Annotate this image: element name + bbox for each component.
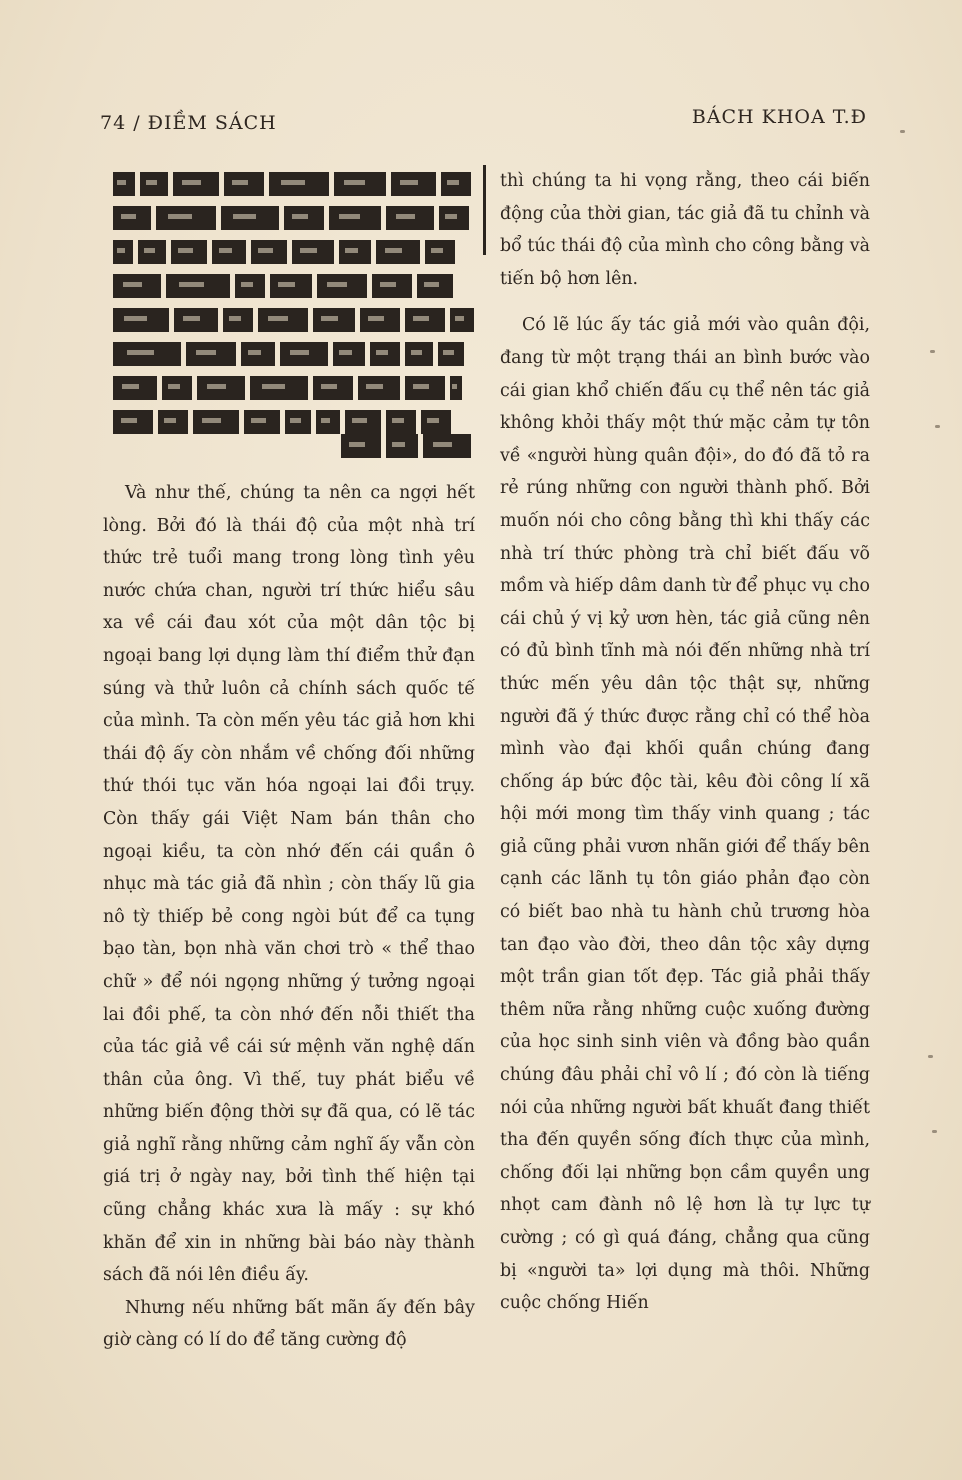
censored-row (113, 206, 469, 230)
censored-row (341, 434, 471, 458)
paragraph: Nhưng nếu những bất mãn ấy đến bây giờ càng có lí do để tăng cường độ (103, 1297, 475, 1351)
paper-speck (932, 1130, 937, 1133)
censored-row (113, 308, 474, 332)
censored-row (113, 240, 455, 264)
censored-row (113, 274, 453, 298)
column-rule (483, 165, 486, 255)
paragraph: Có lẽ lúc ấy tác giả mới vào quân đội, đang từ một trạng thái an bình bước vào cái gian khổ chiến đấu cụ thể nên tác giả không khỏi thấy một thứ mặc cảm tự tôn về «người hùng quân đội», do đó đã tỏ ra rẻ rúng những con người thành phố. Bởi muốn nói cho công bằng thì khi thấy các nhà trí thức phòng trà chỉ biết đấu võ mồm và hiếp dâm danh từ để phục vụ cho cái chủ ý vị kỷ ươn hèn, tác giả cũng nên có đủ bình tĩnh mà nói đến những nhà trí thức mến yêu dân tộc thật sự, những người đã ý thức được rằng chỉ có thể hòa mình vào đại khối quần chúng đang chống áp bức độc tài, kêu đòi công lí xã hội mới mong tìm thấy vinh quang ; tác giả cũng phải vươn nhãn giới để thấy bên cạnh các lãnh tụ tôn giáo phản đạo còn có biết bao nhà tu hành chủ trương hòa tan đạo vào đời, theo dân tộc xây dựng một trần gian tốt đẹp. Tác giả phải thấy thêm nữa rằng những cuộc xuống đường của học sinh sinh viên và đồng bào quần chúng đâu phải chỉ vô lí ; đó còn là tiếng nói của những người bất khuất đang thiết tha đến quyền sống đích thực của mình, chống đối lại những bọn cầm quyền ung nhọt cam đành nô lệ hơn là tự lực tự cường ; có gì quá đáng, chẳng qua cũng bị «người ta» lợi dụng mà thôi. Những cuộc chống Hiến (500, 315, 870, 1314)
left-column (103, 477, 475, 1357)
right-column (500, 165, 870, 1320)
paragraph: Và như thế, chúng ta nên ca ngợi hết lòng. Bởi đó là thái độ của một nhà trí thức trẻ tuổi mang trong lòng tình yêu nước chứa chan, người trí thức hiểu sâu xa về cái đau xót của một dân tộc bị ngoại bang lợi dụng làm thí điểm thử đạn súng và thử luôn cả chính sách quốc tế của mình. Ta còn mến yêu tác giả hơn khi thái độ ấy còn nhắm về chống đối những thứ thói tục văn hóa ngoại lai đồi trụy. Còn thấy gái Việt Nam bán thân cho ngoại kiều, ta còn nhớ đến cái quần ô nhục mà tác giả đã nhìn ; còn thấy lũ gia nô tỳ thiếp bẻ cong ngòi bút để ca tụng bạo tàn, bọn nhà văn chơi trò « thể thao chữ » để nói ngọng những ý tưởng ngoại lai đồi phế, ta còn nhớ đến nỗi thiết tha của tác giả về cái sứ mệnh văn nghệ dấn thân của ông. Vì thế, tuy phát biểu về những biến động thời sự đã qua, có lẽ tác giả nghĩ rằng những cảm nghĩ ấy vẫn còn giá trị ở ngày nay, bởi tình thế hiện tại cũng chẳng khác xưa là mấy : sự khó khăn để xin in những bài báo này thành sách đã nói lên điều ấy. (103, 483, 475, 1286)
censored-row (113, 342, 464, 366)
paragraph: thì chúng ta hi vọng rằng, theo cái biến động của thời gian, tác giả đã tu chỉnh và bổ túc thái độ của mình cho công bằng và tiến bộ hơn lên. (500, 171, 870, 289)
censored-row (113, 172, 471, 196)
running-title: BÁCH KHOA T.Đ (691, 106, 867, 128)
paper-speck (935, 425, 940, 428)
paper-speck (930, 350, 935, 353)
censored-text-block (113, 172, 469, 462)
paper-speck (928, 1055, 933, 1058)
paper-speck (900, 130, 905, 133)
page-number-section: 74 / ĐIỀM SÁCH (100, 112, 277, 134)
censored-row (113, 410, 451, 434)
censored-row (113, 376, 462, 400)
page-header (100, 106, 867, 142)
